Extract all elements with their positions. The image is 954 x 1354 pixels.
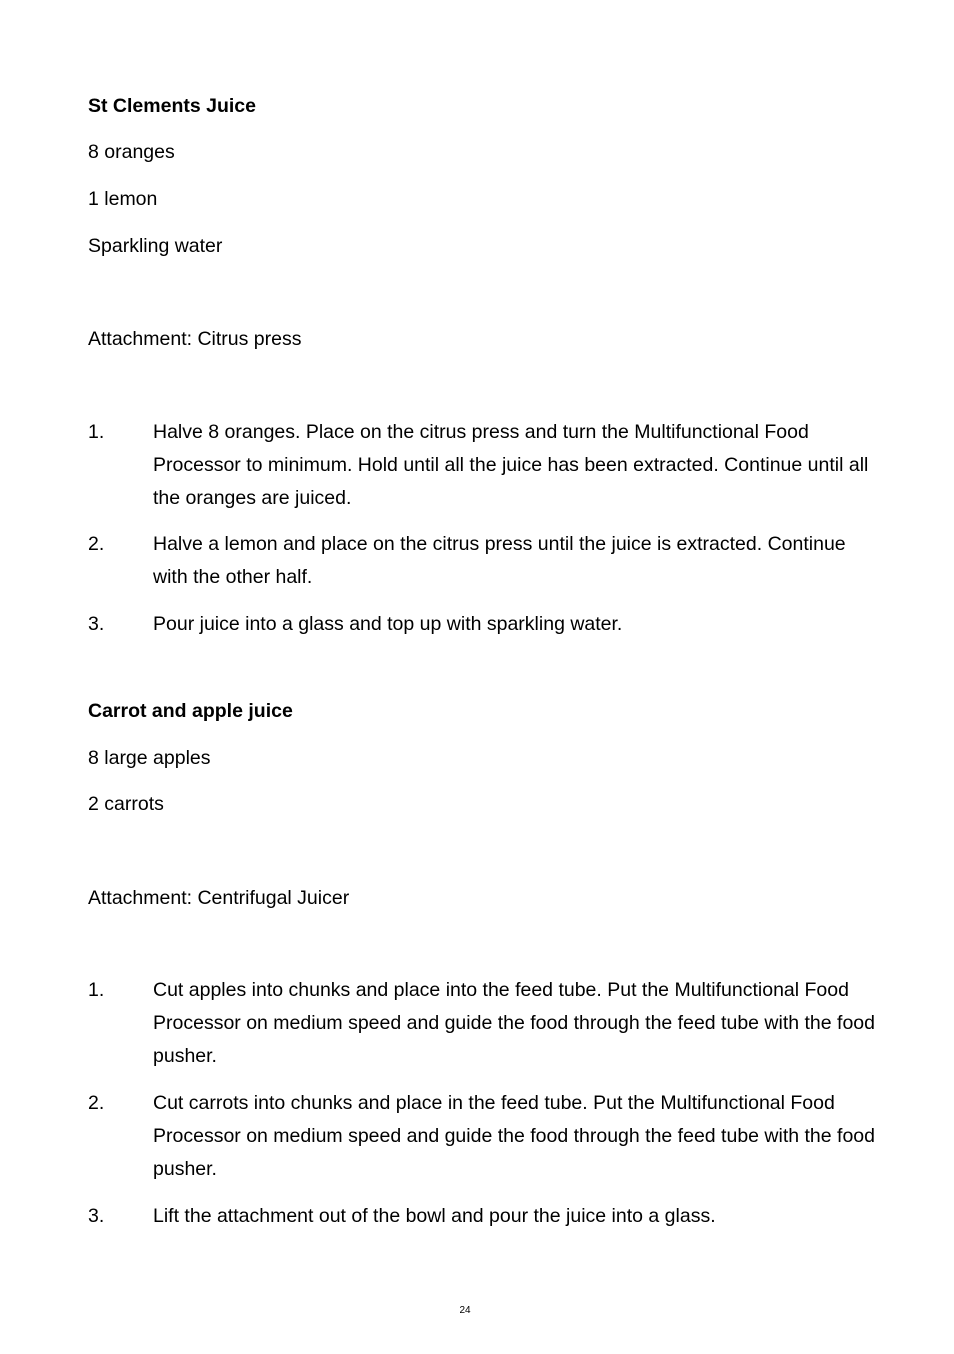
step-text: Lift the attachment out of the bowl and pour the juice into a glass. xyxy=(153,1205,716,1227)
step-number: 1. xyxy=(88,979,105,1001)
step-text: Cut carrots into chunks and place in the feed tube. Put the Multifunctional Food Processor on medium speed and guide the food through the feed tube with the food pusher. xyxy=(153,1092,875,1180)
ingredient-item: 8 large apples xyxy=(88,747,211,769)
ingredient-item: 1 lemon xyxy=(88,188,158,210)
step-number: 2. xyxy=(88,533,105,555)
page-number: 24 xyxy=(459,1305,471,1316)
step-text: Cut apples into chunks and place into the feed tube. Put the Multifunctional Food Processor on medium speed and guide the food through the feed tube with the food pusher. xyxy=(153,979,875,1067)
step-text: Pour juice into a glass and top up with sparkling water. xyxy=(153,613,623,635)
attachment-label: Attachment: Centrifugal Juicer xyxy=(88,887,350,909)
step-number: 2. xyxy=(88,1092,105,1114)
ingredient-item: 2 carrots xyxy=(88,793,164,815)
ingredient-item: 8 oranges xyxy=(88,141,175,163)
step-number: 3. xyxy=(88,613,105,635)
recipe-title: Carrot and apple juice xyxy=(88,700,293,722)
step-text: Halve a lemon and place on the citrus press until the juice is extracted. Continue with the other half. xyxy=(153,533,846,588)
recipe-title: St Clements Juice xyxy=(88,95,256,117)
attachment-label: Attachment: Citrus press xyxy=(88,328,302,350)
step-number: 3. xyxy=(88,1205,105,1227)
step-text: Halve 8 oranges. Place on the citrus press and turn the Multifunctional Food Processor to minimum. Hold until all the juice has been extracted. Continue until all the oranges are juiced. xyxy=(153,421,869,509)
ingredient-item: Sparkling water xyxy=(88,235,223,257)
step-number: 1. xyxy=(88,421,105,443)
